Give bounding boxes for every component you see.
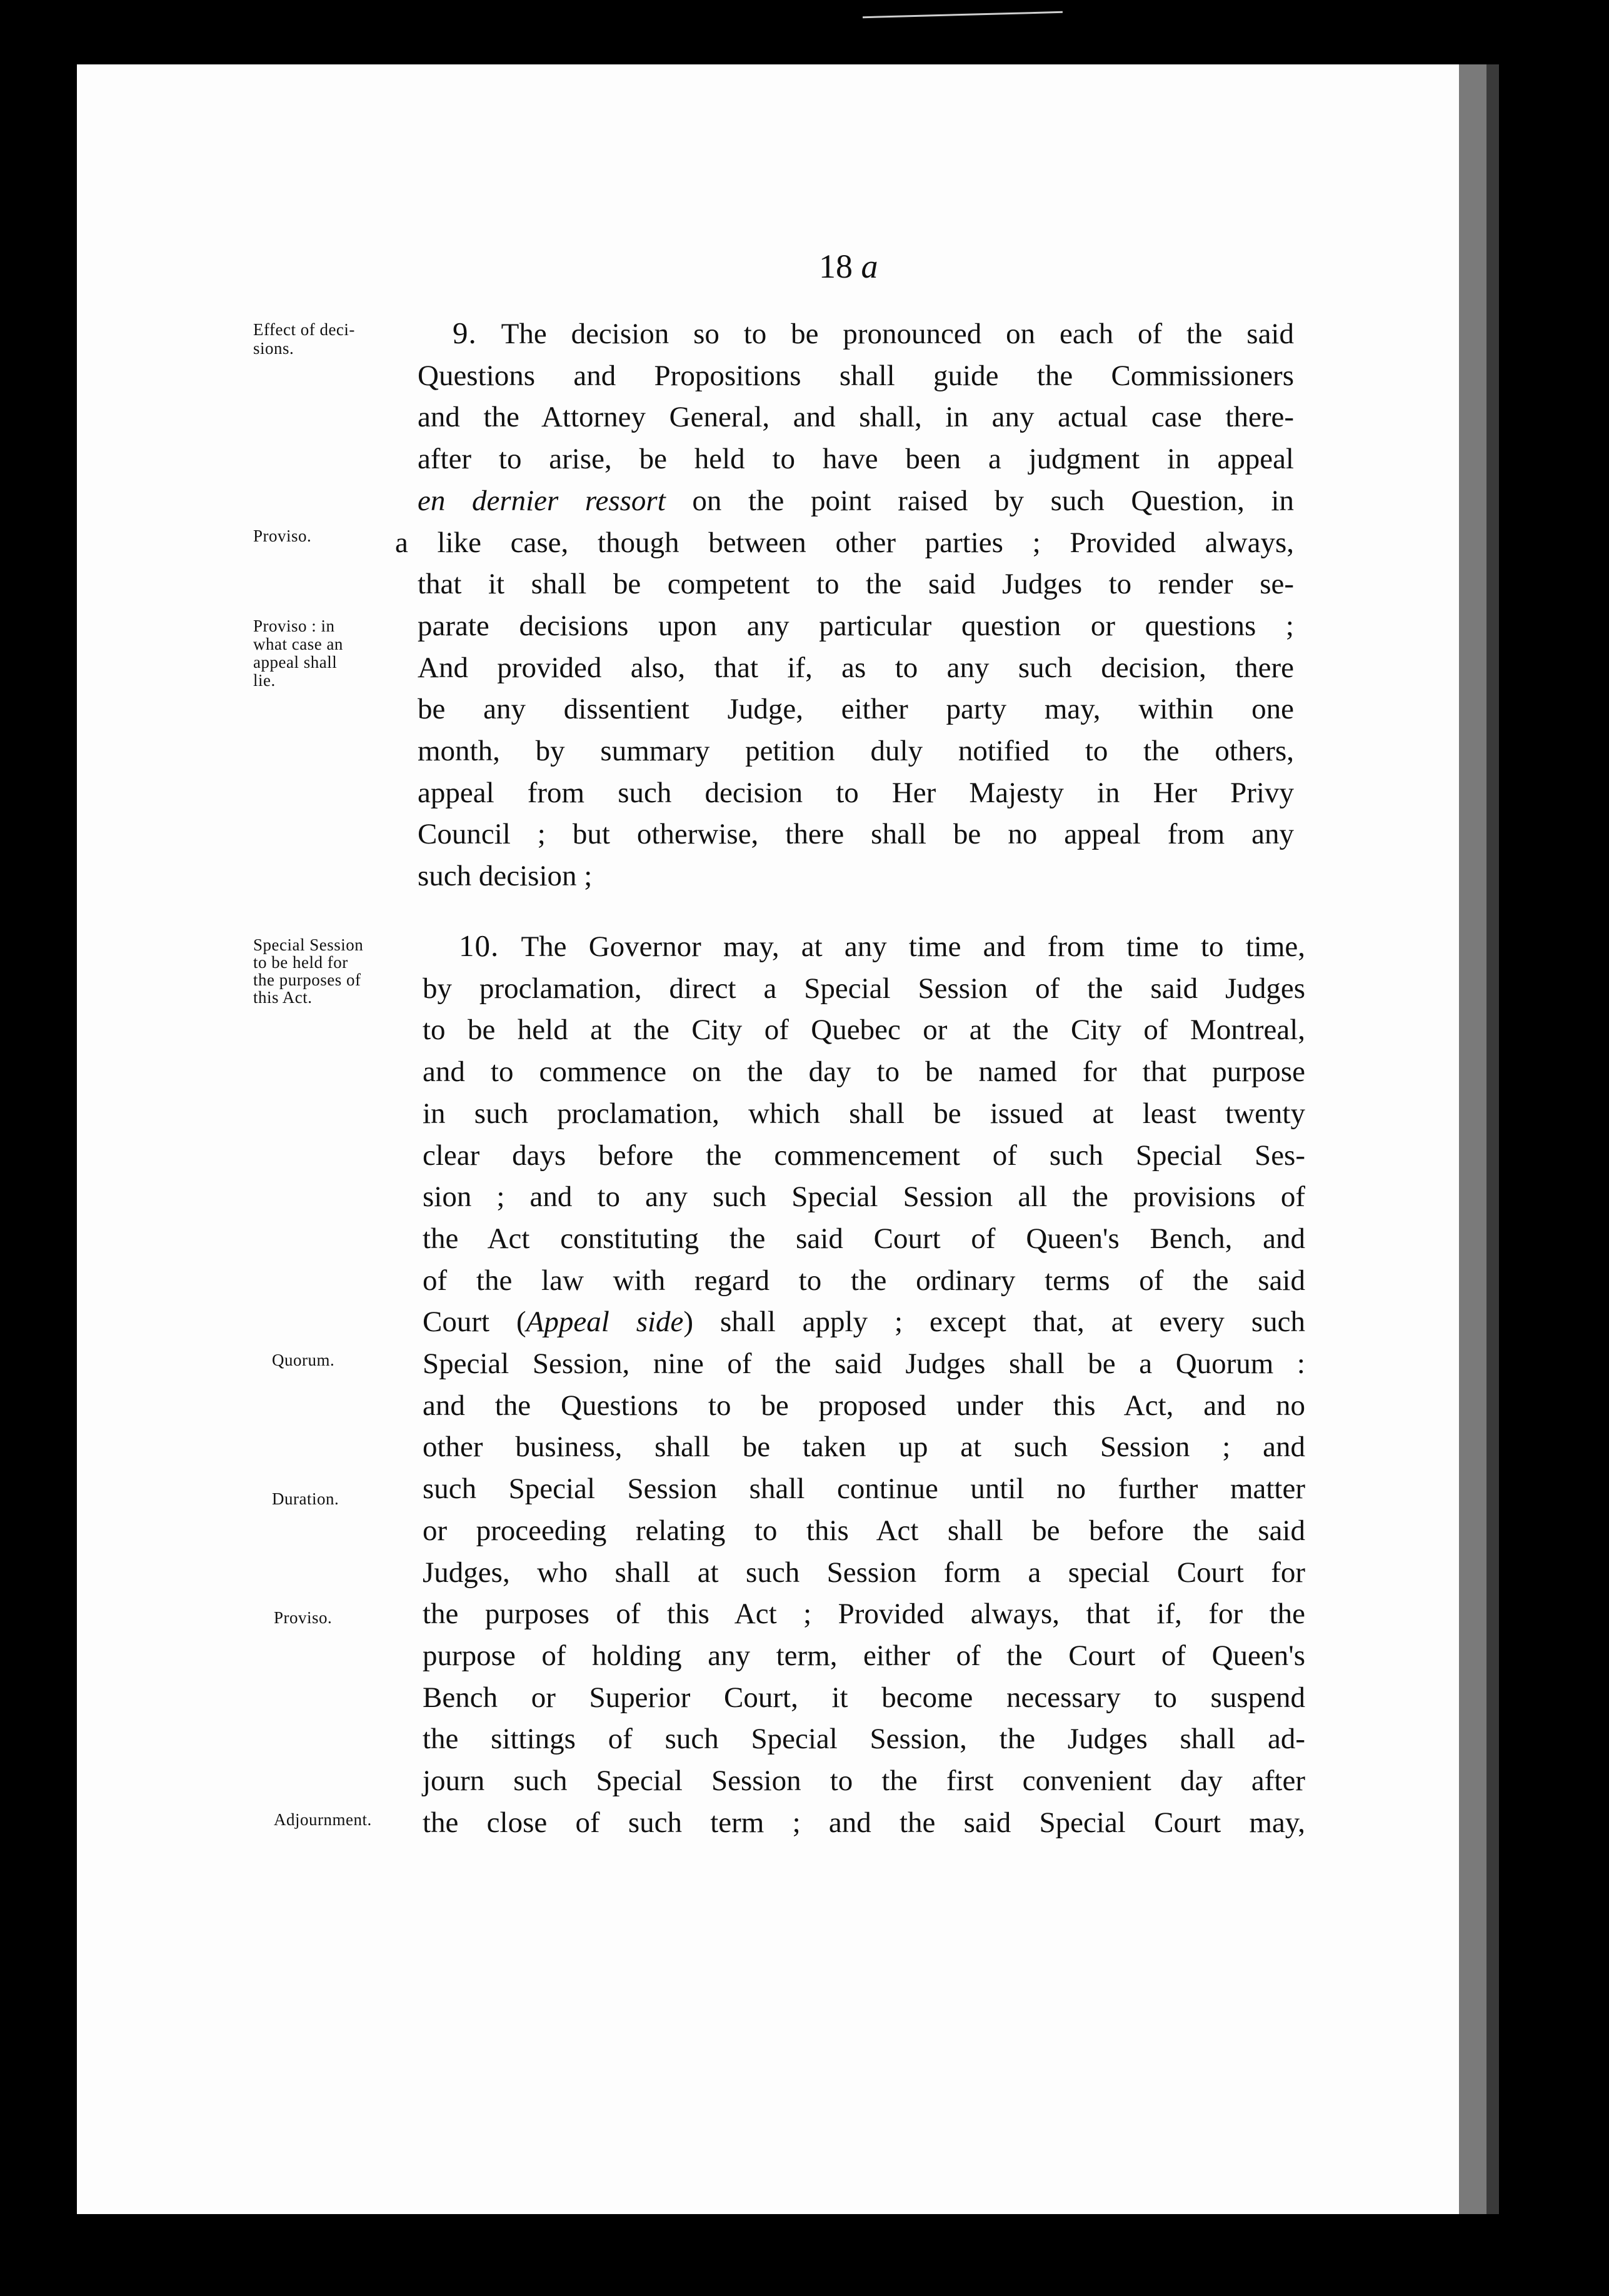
margin-note-adjournment xyxy=(274,1810,372,1829)
margin-note-duration xyxy=(272,1489,339,1508)
margin-note-quorum xyxy=(272,1351,334,1369)
text-line: Special Session, nine of the said Judges shall be a Quorum : xyxy=(423,1347,1305,1381)
text-line: or proceeding relating to this Act shall be before the said xyxy=(423,1514,1305,1547)
text-line: And provided also, that if, as to any such decision, there xyxy=(418,651,1294,684)
text-line xyxy=(459,925,1305,968)
page-edge-shadow xyxy=(1486,64,1499,2214)
margin-note-line: Proviso : in xyxy=(253,617,335,635)
margin-note-line: sions. xyxy=(253,339,294,358)
line-text: on the point raised by such Question, in xyxy=(692,484,1295,517)
text-line: month, by summary petition duly notified to the others, xyxy=(418,735,1294,768)
margin-note-proviso-appeal xyxy=(253,617,343,690)
text-line: the Act constituting the said Court of Queen's Bench, and xyxy=(423,1222,1305,1255)
text-line: purpose of holding any term, either of the Court of Queen's xyxy=(423,1639,1305,1672)
text-line: that it shall be competent to the said Judges to render se- xyxy=(418,568,1294,601)
text-line: the close of such term ; and the said Special Court may, xyxy=(423,1806,1305,1839)
italic-phrase: Appeal side xyxy=(526,1306,684,1339)
text-line: Court (Appeal side) shall apply ; except that, at every such xyxy=(423,1306,1305,1339)
text-line: in such proclamation, which shall be issued at least twenty xyxy=(423,1097,1305,1130)
margin-note-line: Effect of deci- xyxy=(253,320,355,339)
page-number xyxy=(819,247,878,286)
text-line: Questions and Propositions shall guide the Commissioners xyxy=(418,359,1294,392)
margin-note-line: this Act. xyxy=(253,988,313,1007)
text-line: and the Attorney General, and shall, in any actual case there- xyxy=(418,401,1294,434)
text-line xyxy=(418,480,1294,522)
line-text: shall apply ; except that, at every such xyxy=(719,1306,1305,1339)
text-line: the purposes of this Act ; Provided always, that if, for the xyxy=(423,1598,1305,1631)
text-line: journ such Special Session to the first convenient day after xyxy=(423,1765,1305,1798)
text-line: the sittings of such Special Session, the Judges shall ad- xyxy=(423,1723,1305,1756)
margin-note-line: appeal shall xyxy=(253,653,338,672)
line-text: Court xyxy=(423,1306,490,1339)
text-line: and the Questions to be proposed under this Act, and no xyxy=(423,1389,1305,1422)
text-line: such Special Session shall continue until no further matter xyxy=(423,1473,1305,1506)
page-number-value: 18 xyxy=(819,248,853,285)
margin-note-special-session xyxy=(253,936,363,1006)
text-line: after to arise, be held to have been a judgment in appeal xyxy=(418,443,1294,476)
section-10-paragraph xyxy=(423,925,1305,1843)
text-line: parate decisions upon any particular question or questions ; xyxy=(418,609,1294,642)
line-text: The decision so to be pronounced on each of the said xyxy=(501,318,1294,350)
margin-note-line: Proviso. xyxy=(253,526,312,545)
section-number: 10. xyxy=(459,929,499,963)
text-line: Council ; but otherwise, there shall be no appeal from any xyxy=(418,818,1294,851)
section-number: 9. xyxy=(453,316,477,350)
text-line: sion ; and to any such Special Session all the provisions of xyxy=(423,1181,1305,1214)
text-line xyxy=(453,313,1294,355)
margin-note-line: Quorum. xyxy=(272,1351,335,1369)
margin-note-line: lie. xyxy=(253,671,276,690)
margin-note-effect xyxy=(253,320,355,358)
margin-note-line: what case an xyxy=(253,635,343,653)
margin-note-proviso-1 xyxy=(253,526,311,545)
text-line: other business, shall be taken up at such Session ; and xyxy=(423,1431,1305,1464)
text-line: to be held at the City of Quebec or at the City of Montreal, xyxy=(423,1014,1305,1047)
text-line: of the law with regard to the ordinary terms of the said xyxy=(423,1264,1305,1297)
text-line: and to commence on the day to be named for that purpose xyxy=(423,1055,1305,1089)
top-rule xyxy=(863,11,1063,18)
margin-note-line: Special Session xyxy=(253,935,364,954)
text-line: be any dissentient Judge, either party may, within one xyxy=(418,693,1294,726)
text-line: Bench or Superior Court, it become necessary to suspend xyxy=(423,1681,1305,1714)
margin-note-line: to be held for xyxy=(253,953,348,972)
text-line: such decision ; xyxy=(418,860,593,893)
margin-note-line: the purposes of xyxy=(253,970,361,989)
text-line: a like case, though between other parties ; Provided always, xyxy=(395,526,1294,559)
line-text: The Governor may, at any time and from time to time, xyxy=(521,930,1305,963)
page-number-suffix: a xyxy=(861,248,878,285)
text-line: Judges, who shall at such Session form a special Court for xyxy=(423,1556,1305,1589)
italic-phrase: en dernier ressort xyxy=(418,484,666,517)
margin-note-line: Duration. xyxy=(272,1489,339,1508)
margin-note-line: Proviso. xyxy=(274,1608,333,1627)
text-line: by proclamation, direct a Special Session of the said Judges xyxy=(423,972,1305,1005)
text-line: clear days before the commencement of such Special Ses- xyxy=(423,1139,1305,1172)
margin-note-line: Adjournment. xyxy=(274,1810,372,1829)
section-9-paragraph xyxy=(395,313,1295,897)
margin-note-proviso-2 xyxy=(274,1608,332,1627)
text-line: appeal from such decision to Her Majesty in Her Privy xyxy=(418,776,1294,809)
